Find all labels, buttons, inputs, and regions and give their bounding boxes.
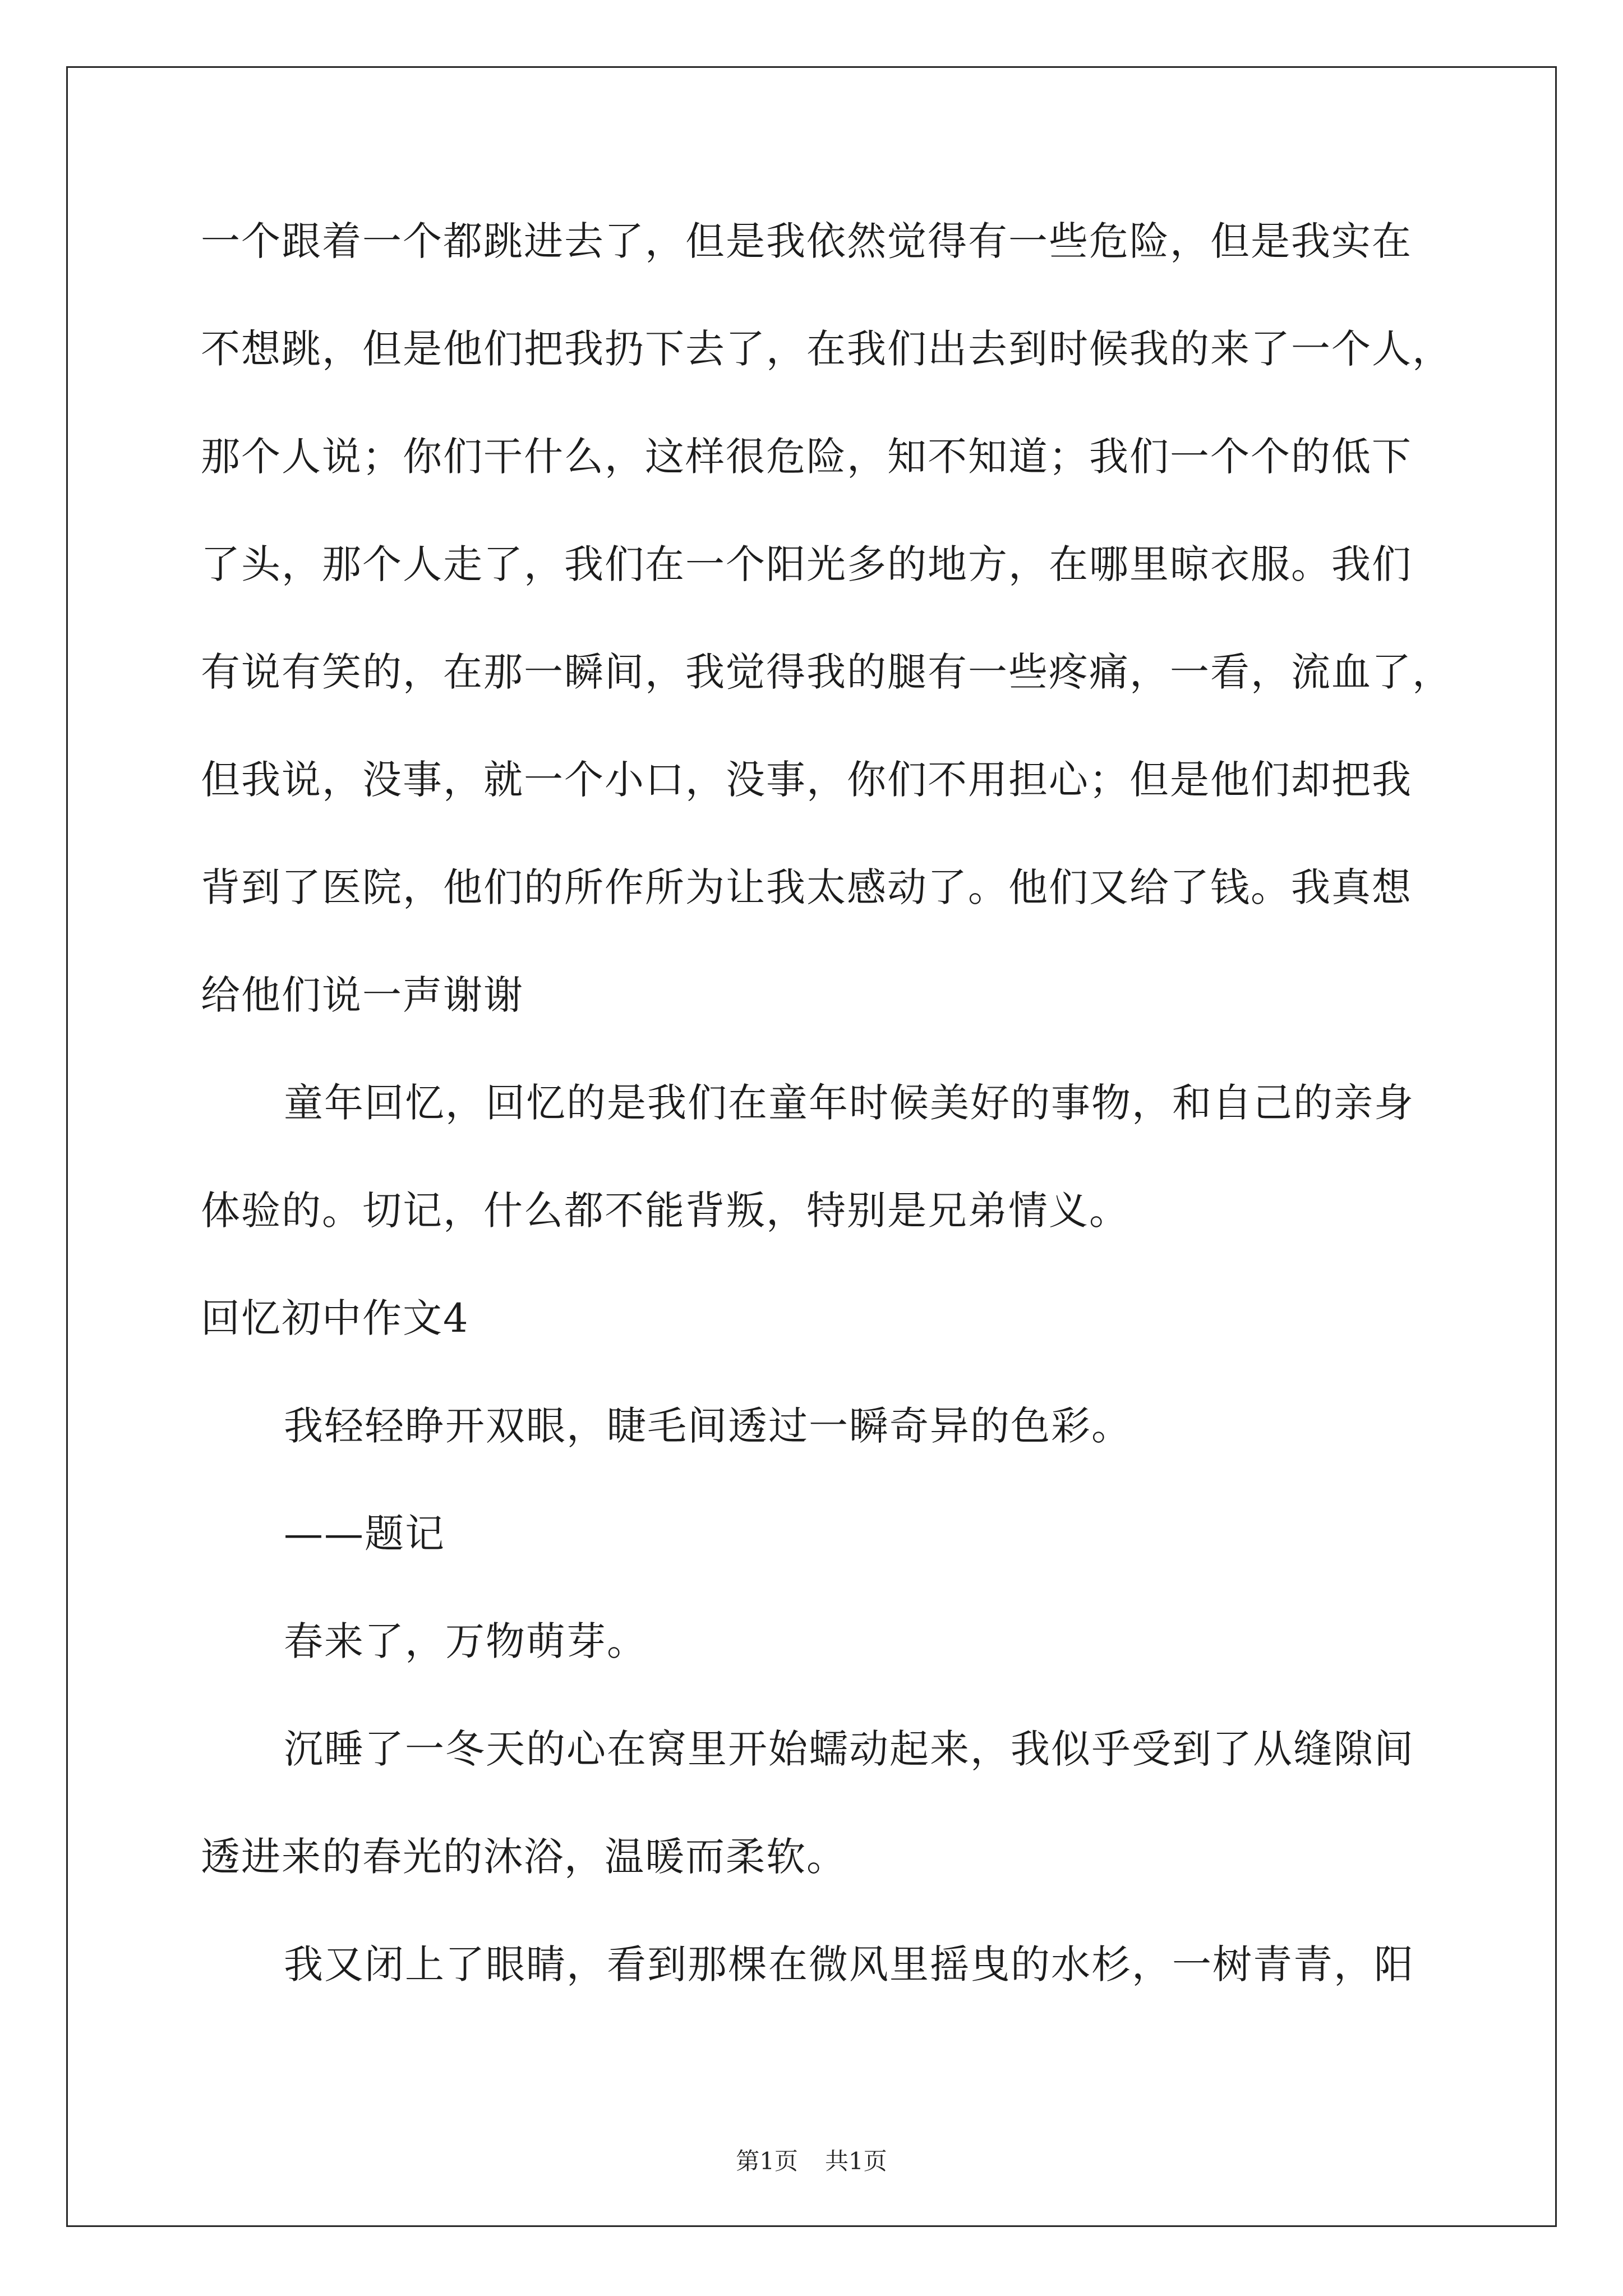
page-footer [0, 2147, 1623, 2175]
text-line: 了头，那个人走了，我们在一个阳光多的地方，在哪里晾衣服。我们 [201, 541, 1412, 587]
document-body [201, 218, 1453, 2053]
text-line: 有说有笑的，在那一瞬间，我觉得我的腿有一些疼痛，一看，流血了， [201, 649, 1453, 695]
text-line: 沉睡了一冬天的心在窝里开始蠕动起来，我似乎受到了从缝隙间 [284, 1726, 1414, 1772]
text-line: 我轻轻睁开双眼，睫毛间透过一瞬奇异的色彩。 [284, 1403, 1132, 1449]
epigraph-attribution: ——题记 [284, 1511, 445, 1557]
text-line: 透进来的春光的沐浴，温暖而柔软。 [201, 1834, 847, 1880]
text-line: 给他们说一声谢谢 [201, 972, 524, 1018]
text-line: 不想跳，但是他们把我扔下去了，在我们出去到时候我的来了一个人， [201, 326, 1453, 372]
text-line: 背到了医院，他们的所作所为让我太感动了。他们又给了钱。我真想 [201, 864, 1412, 910]
text-line: 那个人说；你们干什么，这样很危险，知不知道；我们一个个的低下 [201, 434, 1412, 480]
page-total: 共1页 [825, 2147, 887, 2175]
text-line: 但我说，没事，就一个小口，没事，你们不用担心；但是他们却把我 [201, 757, 1412, 803]
text-line: 童年回忆，回忆的是我们在童年时候美好的事物，和自己的亲身 [284, 1080, 1414, 1126]
text-line: 体验的。切记，什么都不能背叛，特别是兄弟情义。 [201, 1188, 1129, 1234]
page-number: 第1页 [736, 2147, 798, 2175]
text-line: 春来了，万物萌芽。 [284, 1618, 647, 1664]
section-heading: 回忆初中作文4 [201, 1295, 469, 1341]
text-line: 我又闭上了眼睛，看到那棵在微风里摇曳的水杉，一树青青，阳 [284, 1941, 1414, 1987]
text-line: 一个跟着一个都跳进去了，但是我依然觉得有一些危险，但是我实在 [201, 218, 1412, 264]
